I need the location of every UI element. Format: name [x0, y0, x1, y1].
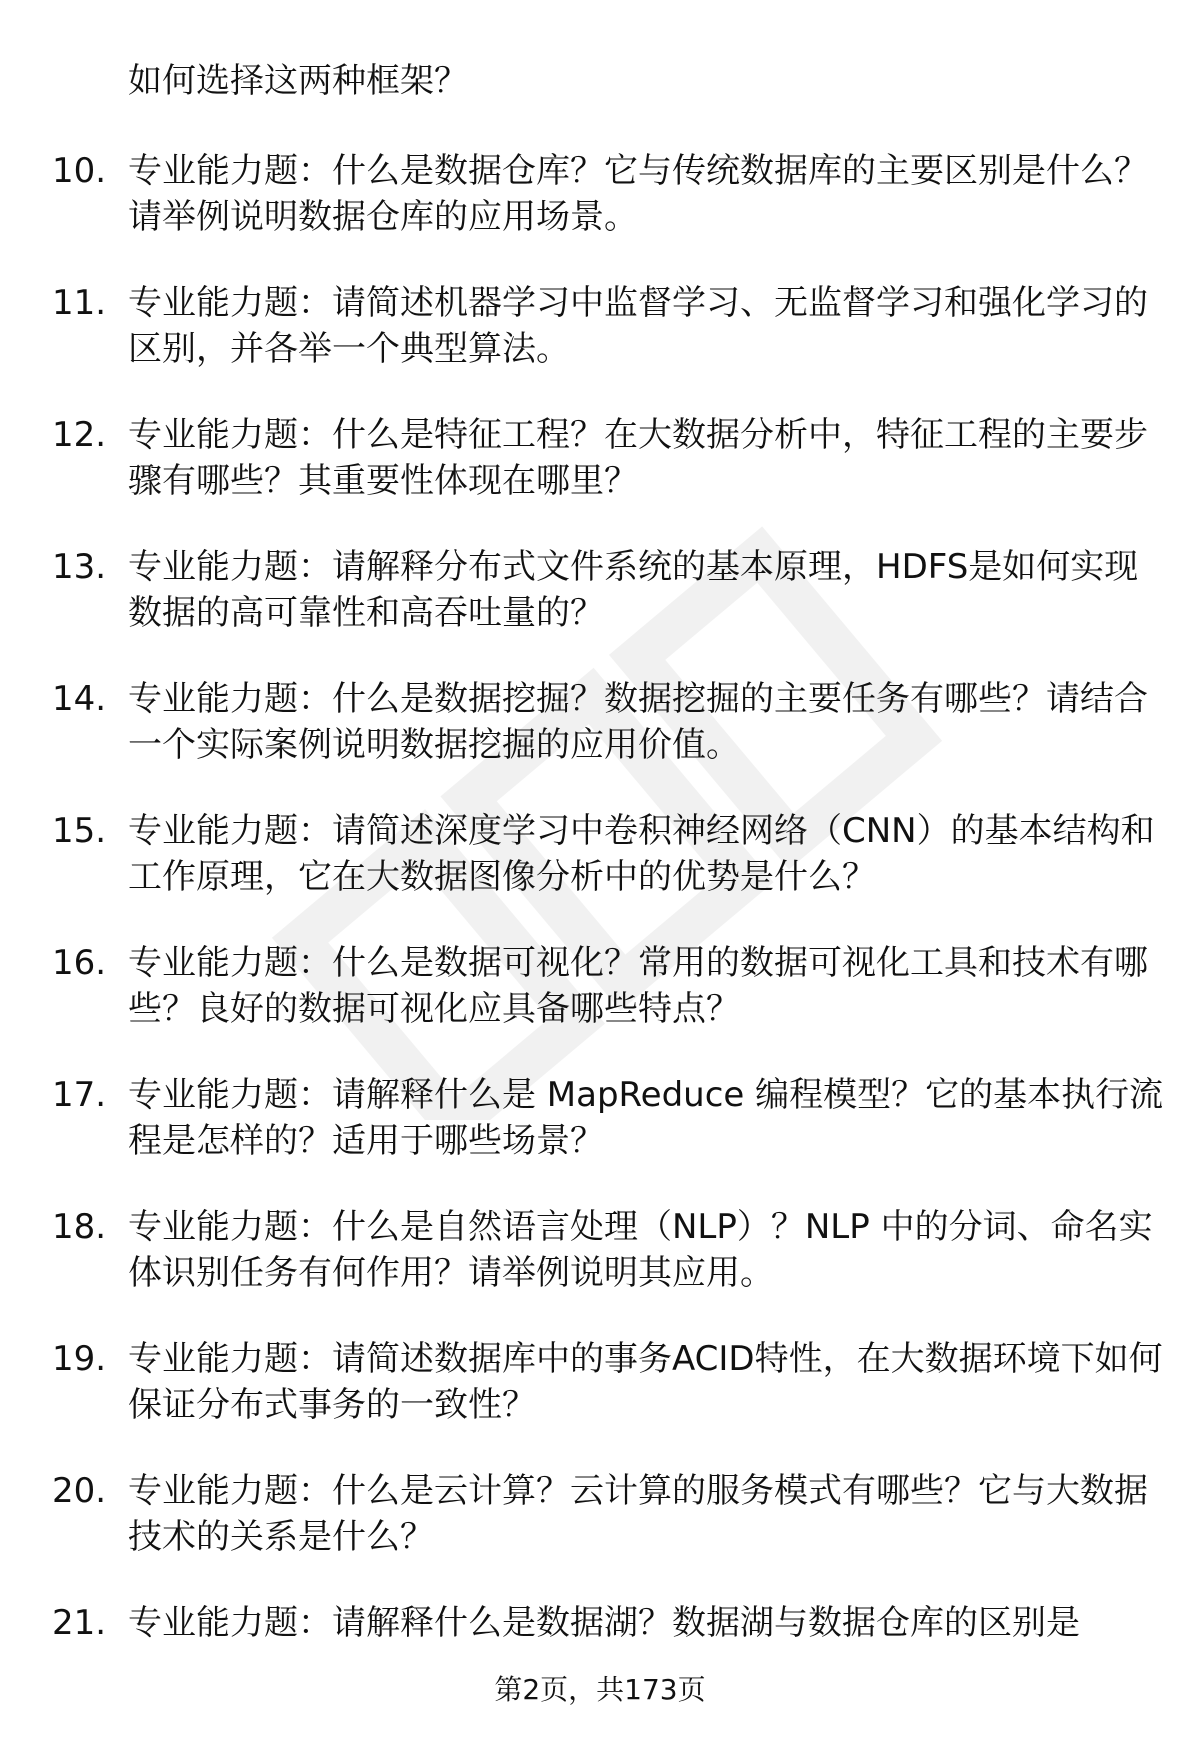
- question-item: [0, 808, 1200, 940]
- question-item: [0, 544, 1200, 676]
- question-number: 12.: [52, 415, 107, 455]
- question-item: [0, 280, 1200, 412]
- question-text: 专业能力题：请简述深度学习中卷积神经网络（CNN）的基本结构和工作原理，它在大数据图像分析中的优势是什么？: [128, 811, 1155, 897]
- question-number: 18.: [52, 1207, 107, 1247]
- question-number: 15.: [52, 811, 107, 851]
- question-item: [0, 1600, 1200, 1732]
- question-text: 专业能力题：什么是数据仓库？它与传统数据库的主要区别是什么？请举例说明数据仓库的应用场景。: [128, 151, 1148, 237]
- question-number: 17.: [52, 1075, 107, 1115]
- question-item: [0, 1204, 1200, 1336]
- question-text: 专业能力题：什么是云计算？云计算的服务模式有哪些？它与大数据技术的关系是什么？: [128, 1471, 1148, 1557]
- question-text: 专业能力题：请解释分布式文件系统的基本原理，HDFS是如何实现数据的高可靠性和高吞吐量的？: [128, 547, 1139, 633]
- question-item: [0, 940, 1200, 1072]
- question-item: [0, 1072, 1200, 1204]
- question-number: 20.: [52, 1471, 107, 1511]
- question-text: 专业能力题：请简述机器学习中监督学习、无监督学习和强化学习的区别，并各举一个典型算法。: [128, 283, 1148, 369]
- question-number: 16.: [52, 943, 107, 983]
- question-number: 13.: [52, 547, 107, 587]
- question-text: 专业能力题：什么是数据挖掘？数据挖掘的主要任务有哪些？请结合一个实际案例说明数据挖掘的应用价值。: [128, 679, 1148, 765]
- question-number: 11.: [52, 283, 107, 323]
- question-text: 专业能力题：请解释什么是 MapReduce 编程模型？它的基本执行流程是怎样的？适用于哪些场景？: [128, 1075, 1164, 1161]
- question-number: 10.: [52, 151, 107, 191]
- question-text: 专业能力题：什么是自然语言处理（NLP）？NLP 中的分词、命名实体识别任务有何作用？请举例说明其应用。: [128, 1207, 1153, 1293]
- page-footer: 第2页，共173页: [494, 1673, 706, 1706]
- question-item: [0, 1336, 1200, 1468]
- question-text: 专业能力题：请简述数据库中的事务ACID特性，在大数据环境下如何保证分布式事务的一致性？: [128, 1339, 1163, 1425]
- question-text: 专业能力题：什么是数据可视化？常用的数据可视化工具和技术有哪些？良好的数据可视化应具备哪些特点？: [128, 943, 1148, 1029]
- question-item: [0, 1468, 1200, 1600]
- question-text: 专业能力题：什么是特征工程？在大数据分析中，特征工程的主要步骤有哪些？其重要性体现在哪里？: [128, 415, 1148, 501]
- question-number: 21.: [52, 1603, 107, 1643]
- question-item: [0, 148, 1200, 280]
- question-item: [0, 412, 1200, 544]
- question-list: [0, 148, 1200, 1732]
- question-text: 专业能力题：请解释什么是数据湖？数据湖与数据仓库的区别是: [128, 1603, 1080, 1643]
- question-number: 19.: [52, 1339, 107, 1379]
- question-number: 14.: [52, 679, 107, 719]
- question-item: [0, 676, 1200, 808]
- continuation-text: 如何选择这两种框架？: [128, 61, 468, 101]
